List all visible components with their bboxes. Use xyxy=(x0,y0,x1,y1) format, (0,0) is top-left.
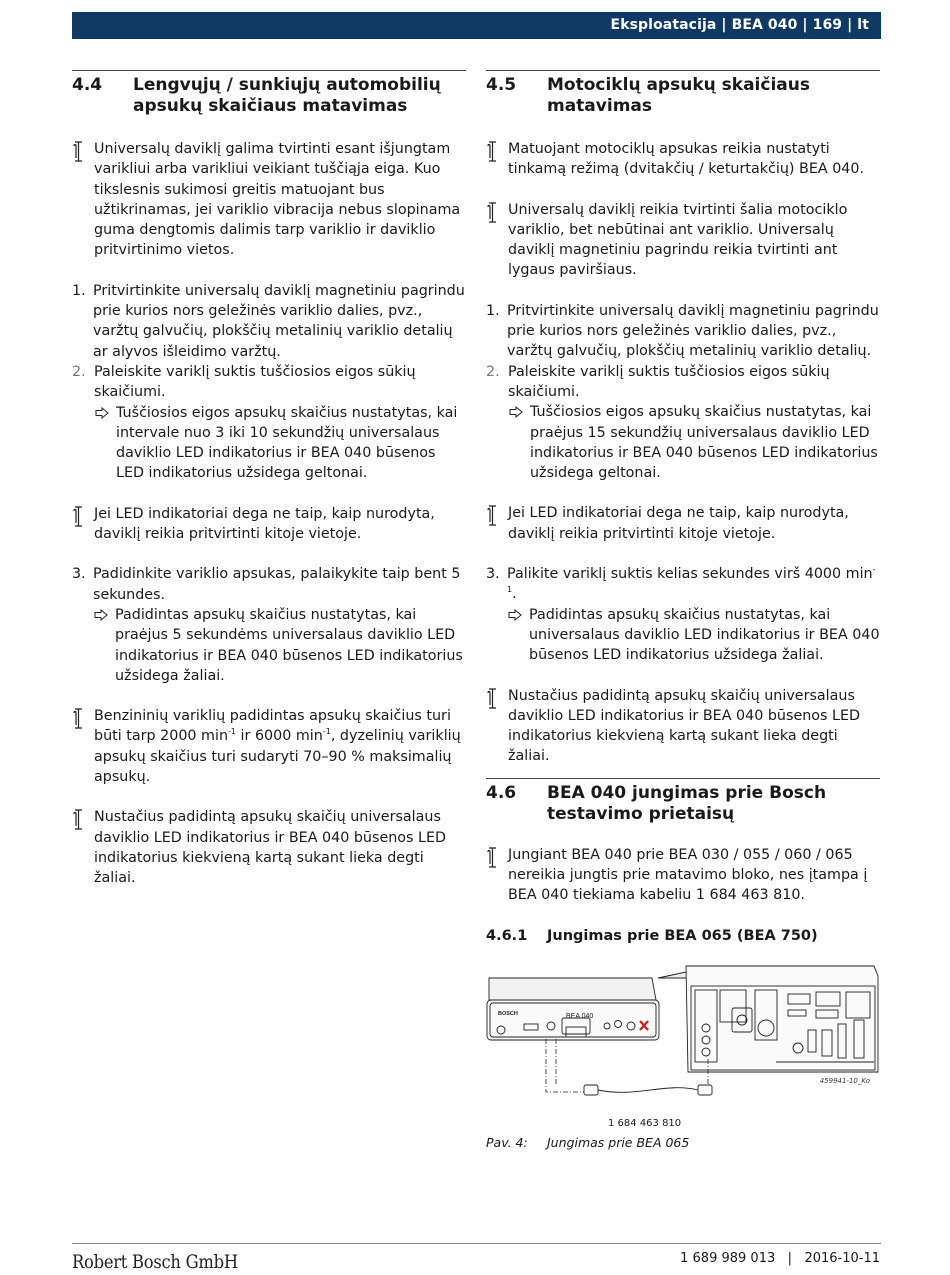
info-note xyxy=(486,200,880,281)
footer-info xyxy=(680,1251,880,1266)
step-number: 1. xyxy=(486,302,500,319)
info-icon xyxy=(72,808,86,832)
figure-id: 459941-10_Ko xyxy=(819,1076,870,1085)
document-number: 1 689 989 013 xyxy=(680,1251,776,1266)
step-result xyxy=(94,403,466,484)
step-text: Padidinkite variklio apsukas, palaikykite taip bent 5 sekundes. xyxy=(93,566,461,603)
info-note xyxy=(72,504,466,545)
result-text: Tuščiosios eigos apsukų skaičius nustatytas, kai praėjus 15 sekundžių universalaus daviklio LED indikatorius ir BEA 040 būsenos LED indikatorius užsidega geltonai. xyxy=(530,404,878,482)
left-column xyxy=(72,70,466,889)
info-note xyxy=(486,845,880,906)
note-text: Benzininių variklių padidintas apsukų skaičius turi būti tarp 2000 $\min^{-1}$ ir 6000 $\min^{-1}$, dyzelinių variklių apsukų skaičius turi sudaryti 70–90 % maksimalių apsukų. xyxy=(94,708,461,786)
info-note xyxy=(72,706,466,787)
info-note xyxy=(486,686,880,767)
section-heading-4-5 xyxy=(486,70,880,117)
arrow-result-icon xyxy=(509,406,523,418)
device-model-label: BEA 040 xyxy=(566,1012,594,1020)
step-number: 2. xyxy=(486,363,500,380)
info-icon xyxy=(486,504,500,528)
info-note xyxy=(486,503,880,544)
subsection-title: Jungimas prie BEA 065 (BEA 750) xyxy=(547,927,818,944)
note-text: Nustačius padidintą apsukų skaičių universalaus daviklio LED indikatorius ir BEA 040 būsenos LED indikatorius kiekvieną kartą sukant lieka degti žaliai. xyxy=(94,809,447,887)
figure-caption xyxy=(486,1133,880,1153)
footer-separator: | xyxy=(787,1251,793,1266)
footer-divider xyxy=(72,1243,881,1244)
step-number: 3. xyxy=(72,566,86,583)
info-icon xyxy=(486,201,500,225)
company-logo: Robert Bosch GmbH xyxy=(72,1251,238,1273)
arrow-result-icon xyxy=(508,609,522,621)
subsection-heading-4-6-1 xyxy=(486,926,880,946)
section-title: Motociklų apsukų skaičiaus matavimas xyxy=(547,75,810,116)
step-item xyxy=(486,564,880,665)
step-result xyxy=(507,605,880,666)
section-title: Lengvųjų / sunkiųjų automobilių apsukų skaičiaus matavimas xyxy=(133,75,441,116)
section-number: 4.4 xyxy=(72,75,103,95)
steps-list xyxy=(486,301,880,484)
document-date: 2016-10-11 xyxy=(804,1251,880,1266)
note-text: Matuojant motociklų apsukas reikia nustatyti tinkamą režimą (dvitakčių / keturtakčių) BEA 040. xyxy=(508,141,865,178)
device-brand-label: BOSCH xyxy=(498,1010,518,1017)
steps-list xyxy=(72,281,466,484)
section-number: 4.5 xyxy=(486,75,517,95)
info-note xyxy=(72,807,466,888)
caption-label: Pav. 4: xyxy=(486,1134,528,1150)
step-number: 1. xyxy=(72,282,86,299)
note-text: Jungiant BEA 040 prie BEA 030 / 055 / 060 / 065 nereikia jungtis prie matavimo bloko, nes įtampa į BEA 040 tiekiama kabeliu 1 684 463 810. xyxy=(508,846,868,904)
step-result xyxy=(93,605,466,686)
section-heading-4-6 xyxy=(486,778,880,825)
arrow-result-icon xyxy=(94,609,108,621)
step-number: 3. xyxy=(486,566,500,583)
step-item xyxy=(72,281,466,362)
result-text: Padidintas apsukų skaičius nustatytas, kai praėjus 5 sekundėms universalaus daviklio LED indikatorius ir BEA 040 būsenos LED indikatorius užsidega žaliai. xyxy=(115,606,463,684)
arrow-result-icon xyxy=(95,407,109,419)
steps-list xyxy=(486,564,880,665)
bea065-unit xyxy=(658,966,878,1072)
step-item xyxy=(72,564,466,686)
note-text: Nustačius padidintą apsukų skaičių universalaus daviklio LED indikatorius ir BEA 040 būsenos LED indikatorius kiekvieną kartą sukant lieka degti žaliai. xyxy=(508,687,861,765)
cable-plug xyxy=(584,1085,712,1095)
step-item xyxy=(486,301,880,362)
info-icon xyxy=(486,846,500,870)
caption-text: Jungimas prie BEA 065 xyxy=(547,1134,690,1150)
info-icon xyxy=(72,140,86,164)
header-bar xyxy=(72,12,881,39)
info-icon xyxy=(72,505,86,529)
info-icon xyxy=(72,707,86,731)
step-text: Palikite variklį suktis kelias sekundes virš 4000 $\min^{-1}$. xyxy=(507,565,876,603)
note-text: Jei LED indikatoriai dega ne taip, kaip nurodyta, daviklį reikia pritvirtinti kitoje vietoje. xyxy=(94,505,435,543)
info-icon xyxy=(486,140,500,164)
connection-diagram xyxy=(486,964,880,1114)
subsection-number: 4.6.1 xyxy=(486,927,528,944)
info-note xyxy=(486,139,880,180)
note-text: Universalų daviklį galima tvirtinti esant išjungtam varikliui arba varikliui veikiant tuščiąja eiga. Kuo tikslesnis sukimosi greitis matuojant bus užtikrinamas, jei variklio vibracija nebus slopinama guma dengtomis dalimis tarp variklio ir daviklio pritvirtinimo vietos. xyxy=(94,141,461,259)
cable-label: 1 684 463 810 xyxy=(608,1117,682,1129)
result-text: Padidintas apsukų skaičius nustatytas, kai universalaus daviklio LED indikatorius ir BEA 040 būsenos LED indikatorius užsidega žaliai. xyxy=(529,606,880,664)
step-text: Pritvirtinkite universalų daviklį magnetiniu pagrindu prie kurios nors geležinės variklio dalies, pvz., varžtų galvučių, plokščių metalinių variklio detalių ar alyvos išleidimo varžtų. xyxy=(93,282,465,360)
steps-list xyxy=(72,564,466,686)
section-title: BEA 040 jungimas prie Bosch testavimo prietaisų xyxy=(547,782,827,824)
note-text: Jei LED indikatoriai dega ne taip, kaip nurodyta, daviklį reikia pritvirtinti kitoje vietoje. xyxy=(508,505,849,542)
connection-figure xyxy=(486,964,880,1129)
info-note xyxy=(72,139,466,261)
step-item xyxy=(72,362,466,484)
note-text: Universalų daviklį reikia tvirtinti šalia motociklo variklio, bet nebūtinai ant variklio. Universalų daviklį magnetiniu pagrindu reikia tvirtinti ant lygaus paviršiaus. xyxy=(508,201,848,279)
result-text: Tuščiosios eigos apsukų skaičius nustatytas, kai intervale nuo 3 iki 10 sekundžių universalaus daviklio LED indikatorius ir BEA 040 būsenos LED indikatorius užsidega geltonai. xyxy=(116,404,458,482)
header-text: Eksploatacija | BEA 040 | 169 | lt xyxy=(610,17,869,33)
step-number: 2. xyxy=(72,363,86,380)
section-number: 4.6 xyxy=(486,782,517,803)
bea040-device xyxy=(487,978,659,1040)
section-heading-4-4 xyxy=(72,70,466,117)
info-icon xyxy=(486,687,500,711)
step-item xyxy=(486,362,880,484)
step-result xyxy=(508,402,880,483)
step-text: Paleiskite variklį suktis tuščiosios eigos sūkių skaičiumi. xyxy=(94,363,416,401)
step-text: Pritvirtinkite universalų daviklį magnetiniu pagrindu prie kurios nors geležinės variklio dalies, pvz., varžtų galvučių, plokščių metalinių variklio detalių. xyxy=(507,302,879,360)
right-column xyxy=(486,70,880,1153)
step-text: Paleiskite variklį suktis tuščiosios eigos sūkių skaičiumi. xyxy=(508,363,830,400)
